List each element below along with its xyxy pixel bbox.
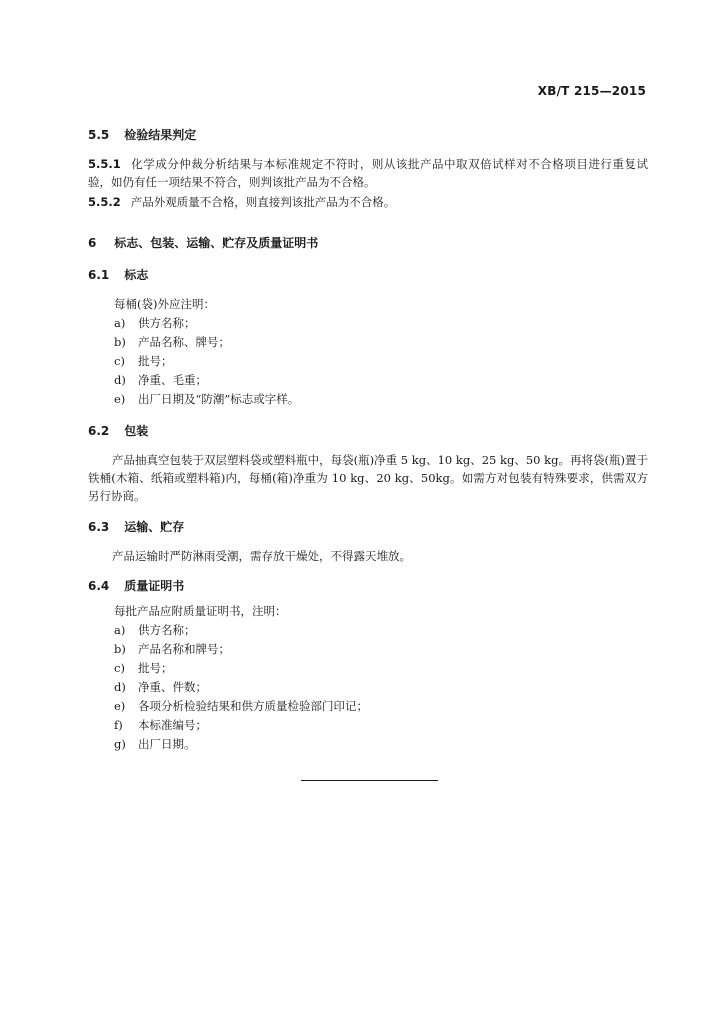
section-number: 6.2 xyxy=(88,424,110,438)
item-text: 产品名称、牌号； xyxy=(138,335,230,349)
list-item xyxy=(114,333,299,352)
item-text: 供方名称； xyxy=(138,623,196,637)
list-item xyxy=(114,640,368,659)
list-item xyxy=(114,735,368,754)
item-text: 出厂日期。 xyxy=(138,737,196,751)
section-6-4-heading xyxy=(88,577,184,594)
item-text: 各项分析检验结果和供方质量检验部门印记； xyxy=(138,699,368,713)
clause-number: 5.5.1 xyxy=(88,157,121,171)
list-item xyxy=(114,697,368,716)
item-mark: a) xyxy=(114,316,126,330)
clause-text: 化学成分仲裁分析结果与本标准规定不符时，则从该批产品中取双倍试样对不合格项目进行重复试验，如仍有任一项结果不符合，则判该批产品为不合格。 xyxy=(88,157,648,189)
item-mark: c) xyxy=(114,661,125,675)
item-text: 本标准编号； xyxy=(138,718,207,732)
section-6-3-heading xyxy=(88,518,184,535)
list-item xyxy=(114,678,368,697)
item-mark: d) xyxy=(114,373,126,387)
list-item xyxy=(114,659,368,678)
list-item xyxy=(114,314,299,333)
standard-number: XB/T 215—2015 xyxy=(537,84,646,98)
section-title: 检验结果判定 xyxy=(124,128,197,142)
section-6-1-heading xyxy=(88,266,148,283)
list-item xyxy=(114,371,299,390)
list-intro: 每桶(袋)外应注明： xyxy=(114,297,215,311)
marking-list xyxy=(114,295,299,409)
section-6-2-heading xyxy=(88,422,148,439)
section-title: 质量证明书 xyxy=(124,579,185,593)
certificate-list xyxy=(114,602,368,754)
section-number: 5.5 xyxy=(88,128,110,142)
item-text: 净重、毛重； xyxy=(138,373,207,387)
section-number: 6 xyxy=(88,236,97,250)
item-mark: e) xyxy=(114,699,126,713)
item-mark: b) xyxy=(114,642,126,656)
item-text: 产品名称和牌号； xyxy=(138,642,230,656)
section-title: 标志 xyxy=(124,268,149,282)
section-5-5-heading xyxy=(88,126,196,143)
list-item xyxy=(114,352,299,371)
section-title: 包装 xyxy=(124,424,149,438)
item-mark: b) xyxy=(114,335,126,349)
item-mark: g) xyxy=(114,737,126,751)
item-mark: f) xyxy=(114,718,123,732)
end-of-document-rule xyxy=(301,780,438,781)
clause-number: 5.5.2 xyxy=(88,195,121,209)
section-number: 6.3 xyxy=(88,520,110,534)
list-item xyxy=(114,716,368,735)
section-6-heading xyxy=(88,234,318,251)
list-intro: 每批产品应附质量证明书，注明： xyxy=(114,604,287,618)
item-text: 供方名称； xyxy=(138,316,196,330)
packaging-text: 产品抽真空包装于双层塑料袋或塑料瓶中，每袋(瓶)净重 5 kg、10 kg、25 kg、50 kg。再将袋(瓶)置于铁桶(木箱、纸箱或塑料箱)内，每桶(箱)净重为 10 kg、20 kg、50kg。如需方对包装有特殊要求，供需双方另行协商。 xyxy=(88,453,648,503)
item-mark: d) xyxy=(114,680,126,694)
item-text: 净重、件数； xyxy=(138,680,207,694)
section-number: 6.1 xyxy=(88,268,110,282)
item-mark: e) xyxy=(114,392,126,406)
section-title: 运输、贮存 xyxy=(124,520,185,534)
clause-text: 产品外观质量不合格，则直接判该批产品为不合格。 xyxy=(130,195,396,209)
transport-text: 产品运输时严防淋雨受潮，需存放干燥处，不得露天堆放。 xyxy=(112,549,411,563)
item-text: 出厂日期及“防潮”标志或字样。 xyxy=(138,392,300,406)
list-item xyxy=(114,621,368,640)
section-title: 标志、包装、运输、贮存及质量证明书 xyxy=(114,236,319,250)
item-mark: a) xyxy=(114,623,126,637)
section-number: 6.4 xyxy=(88,579,110,593)
clause-5-5-2 xyxy=(88,193,648,211)
item-mark: c) xyxy=(114,354,125,368)
clause-5-5-1 xyxy=(88,155,648,191)
item-text: 批号； xyxy=(138,661,173,675)
list-item xyxy=(114,390,299,409)
item-text: 批号； xyxy=(138,354,173,368)
